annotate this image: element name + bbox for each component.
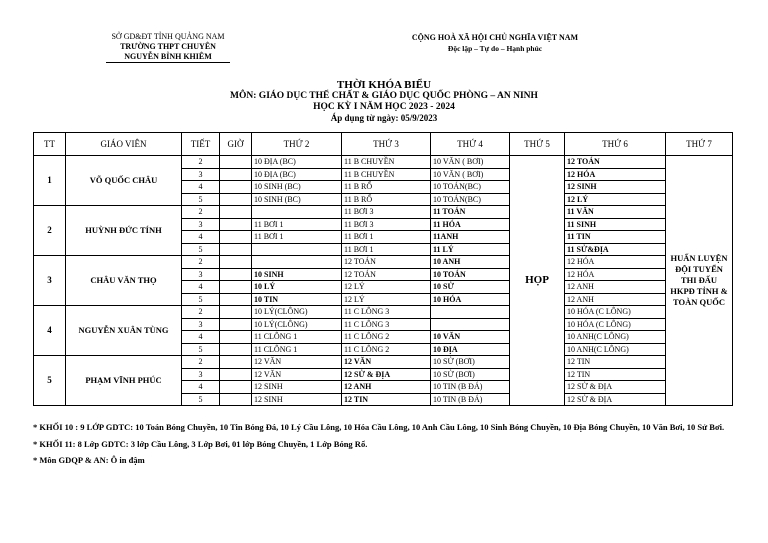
thu6-cell: 12 TIN	[565, 368, 666, 381]
thu4-cell: 10 VĂN	[431, 331, 510, 344]
thu2-cell: 11 BƠI 1	[252, 231, 342, 244]
period: 4	[182, 331, 220, 344]
thu3-cell: 12 SỬ & ĐỊA	[342, 368, 431, 381]
time	[220, 181, 252, 194]
thu2-cell	[252, 243, 342, 256]
thu4-cell: 10 SỬ (BƠI)	[431, 356, 510, 369]
header-tt: TT	[34, 133, 66, 156]
thu6-cell: 12 HÓA	[565, 268, 666, 281]
thu4-cell: 11 TOÁN	[431, 206, 510, 219]
thu6-cell: 12 SỬ & ĐỊA	[565, 393, 666, 406]
national-motto: Độc lập – Tự do – Hạnh phúc	[447, 44, 543, 53]
thu4-cell: 11ANH	[431, 231, 510, 244]
period: 5	[182, 243, 220, 256]
thu6-cell: 12 HÓA	[565, 256, 666, 269]
thu4-cell: 10 TIN (B ĐÁ)	[431, 393, 510, 406]
time	[220, 318, 252, 331]
header-thu5: THỨ 5	[510, 133, 565, 156]
thu6-cell: 12 TOÁN	[565, 156, 666, 169]
period: 3	[182, 168, 220, 181]
thu2-cell: 11 BƠI 1	[252, 218, 342, 231]
thu6-cell: 10 HÓA (C LÔNG)	[565, 306, 666, 319]
timetable	[33, 132, 733, 406]
header-row	[34, 133, 733, 156]
thu4-cell: 10 HÓA	[431, 293, 510, 306]
thu4-cell: 10 SỬ	[431, 281, 510, 294]
thu4-cell: 10 ANH	[431, 256, 510, 269]
teacher-name: VÕ QUỐC CHÂU	[66, 156, 182, 206]
period: 3	[182, 268, 220, 281]
footnotes	[33, 422, 745, 472]
thu4-cell: 10 ĐỊA	[431, 343, 510, 356]
thu6-cell: 12 ANH	[565, 281, 666, 294]
thu3-cell: 11 C LÔNG 2	[342, 343, 431, 356]
thu3-cell: 11 C LÔNG 2	[342, 331, 431, 344]
thu2-cell: 10 SINH (BC)	[252, 193, 342, 206]
term-title: HỌC KỲ I NĂM HỌC 2023 - 2024	[313, 102, 455, 112]
thu4-cell: 11 LÝ	[431, 243, 510, 256]
time	[220, 306, 252, 319]
teacher-name: NGUYỄN XUÂN TÙNG	[66, 306, 182, 356]
period: 4	[182, 181, 220, 194]
row-number: 5	[34, 356, 66, 406]
period: 5	[182, 343, 220, 356]
header-thu6: THỨ 6	[565, 133, 666, 156]
thu4-cell: 10 VĂN ( BƠI)	[431, 156, 510, 169]
period: 5	[182, 293, 220, 306]
thu3-cell: 11 B RỔ	[342, 181, 431, 194]
thu2-cell: 10 ĐỊA (BC)	[252, 156, 342, 169]
period: 2	[182, 356, 220, 369]
note-grade10: * KHỐI 10 : 9 LỚP GDTC: 10 Toán Bóng Chuyền, 10 Tin Bóng Đá, 10 Lý Cầu Lông, 10 Hóa Cầu Lông, 10 Anh Cầu Lông, 10 Sinh Bóng Chuyền, 10 Địa Bóng Chuyền, 10 Văn Bơi, 10 Sử Bơi.	[33, 422, 725, 432]
thu6-cell: 12 HÓA	[565, 168, 666, 181]
school-name-line2: NGUYỄN BỈNH KHIÊM	[106, 52, 230, 63]
school-header	[88, 32, 248, 63]
national-header	[392, 32, 598, 54]
table-row	[34, 156, 733, 169]
period: 3	[182, 218, 220, 231]
thu4-cell: 10 VĂN ( BƠI)	[431, 168, 510, 181]
thu4-cell: 10 TIN (B ĐÁ)	[431, 381, 510, 394]
thu3-cell: 11 BƠI 3	[342, 206, 431, 219]
thu4-cell: 10 SỬ (BƠI)	[431, 368, 510, 381]
thu3-cell: 12 TIN	[342, 393, 431, 406]
thu7-training: HUẤN LUYỆN ĐỘI TUYỂN THI ĐẤU HKPĐ TỈNH & TOÀN QUỐC	[666, 156, 733, 406]
thu4-cell: 10 TOÁN	[431, 268, 510, 281]
thu2-cell: 10 LÝ	[252, 281, 342, 294]
thu2-cell: 10 SINH	[252, 268, 342, 281]
table-row	[34, 206, 733, 219]
row-number: 4	[34, 306, 66, 356]
period: 3	[182, 368, 220, 381]
thu6-cell: 12 TIN	[565, 356, 666, 369]
thu3-cell: 11 BƠI 3	[342, 218, 431, 231]
time	[220, 231, 252, 244]
time	[220, 243, 252, 256]
subject-title: MÔN: GIÁO DỤC THỂ CHẤT & GIÁO DỤC QUỐC PHÒNG – AN NINH	[230, 91, 538, 101]
thu4-cell: 10 TOÁN(BC)	[431, 193, 510, 206]
time	[220, 281, 252, 294]
thu3-cell: 12 VĂN	[342, 356, 431, 369]
time	[220, 193, 252, 206]
thu3-cell: 12 TOÁN	[342, 256, 431, 269]
thu6-cell: 12 ANH	[565, 293, 666, 306]
time	[220, 356, 252, 369]
teacher-name: PHẠM VĨNH PHÚC	[66, 356, 182, 406]
teacher-name: HUỲNH ĐỨC TÍNH	[66, 206, 182, 256]
header-thu2: THỨ 2	[252, 133, 342, 156]
period: 4	[182, 381, 220, 394]
time	[220, 293, 252, 306]
note-gdqp: * Môn GDQP & AN: Ô in đậm	[33, 455, 145, 465]
thu3-cell: 12 LÝ	[342, 281, 431, 294]
thu6-cell: 11 SINH	[565, 218, 666, 231]
thu3-cell: 11 BƠI 1	[342, 243, 431, 256]
time	[220, 331, 252, 344]
time	[220, 381, 252, 394]
thu2-cell: 10 LÝ(CLÔNG)	[252, 318, 342, 331]
thu2-cell: 12 SINH	[252, 393, 342, 406]
period: 2	[182, 206, 220, 219]
thu2-cell: 11 CLÔNG 1	[252, 343, 342, 356]
thu6-cell: 11 TIN	[565, 231, 666, 244]
thu4-cell	[431, 318, 510, 331]
thu6-cell: 10 HÓA (C LÔNG)	[565, 318, 666, 331]
thu4-cell: 11 HÓA	[431, 218, 510, 231]
thu6-cell: 12 SỬ & ĐỊA	[565, 381, 666, 394]
time	[220, 343, 252, 356]
thu5-meeting: HỌP	[510, 156, 565, 406]
thu3-cell: 11 B RỔ	[342, 193, 431, 206]
header-gio: GIỜ	[220, 133, 252, 156]
time	[220, 368, 252, 381]
period: 2	[182, 256, 220, 269]
thu2-cell: 10 ĐỊA (BC)	[252, 168, 342, 181]
row-number: 2	[34, 206, 66, 256]
thu2-cell	[252, 256, 342, 269]
thu2-cell	[252, 206, 342, 219]
header-teacher: GIÁO VIÊN	[66, 133, 182, 156]
note-grade11: * KHỐI 11: 8 Lớp GDTC: 3 lớp Cầu Lông, 3 Lớp Bơi, 01 lớp Bóng Chuyền, 1 Lớp Bóng Rổ.	[33, 438, 368, 449]
thu2-cell: 10 TIN	[252, 293, 342, 306]
page-title: THỜI KHÓA BIỂU	[336, 79, 432, 91]
thu6-cell: 11 SỬ&ĐỊA	[565, 243, 666, 256]
time	[220, 156, 252, 169]
table-row	[34, 306, 733, 319]
teacher-name: CHÂU VĂN THỌ	[66, 256, 182, 306]
thu6-cell: 11 VĂN	[565, 206, 666, 219]
thu3-cell: 11 B CHUYỀN	[342, 156, 431, 169]
thu2-cell: 12 VĂN	[252, 356, 342, 369]
time	[220, 268, 252, 281]
header-thu3: THỨ 3	[342, 133, 431, 156]
thu6-cell: 10 ANH(C LÔNG)	[565, 343, 666, 356]
thu3-cell: 11 C LÔNG 3	[342, 318, 431, 331]
time	[220, 393, 252, 406]
time	[220, 256, 252, 269]
thu6-cell: 10 ANH(C LÔNG)	[565, 331, 666, 344]
thu3-cell: 12 LÝ	[342, 293, 431, 306]
period: 4	[182, 281, 220, 294]
thu2-cell: 12 SINH	[252, 381, 342, 394]
time	[220, 206, 252, 219]
time	[220, 218, 252, 231]
period: 5	[182, 193, 220, 206]
header-thu7: THỨ 7	[666, 133, 733, 156]
school-name-line1: TRƯỜNG THPT CHUYÊN	[120, 42, 216, 51]
period: 2	[182, 306, 220, 319]
document-titles	[0, 80, 768, 124]
row-number: 3	[34, 256, 66, 306]
thu4-cell: 10 TOÁN(BC)	[431, 181, 510, 194]
header-tiet: TIẾT	[182, 133, 220, 156]
table-row	[34, 356, 733, 369]
thu3-cell: 11 B CHUYỀN	[342, 168, 431, 181]
time	[220, 168, 252, 181]
thu6-cell: 12 LÝ	[565, 193, 666, 206]
thu3-cell: 11 C LÔNG 3	[342, 306, 431, 319]
period: 5	[182, 393, 220, 406]
thu4-cell	[431, 306, 510, 319]
thu3-cell: 12 ANH	[342, 381, 431, 394]
period: 3	[182, 318, 220, 331]
thu2-cell: 12 VĂN	[252, 368, 342, 381]
applied-date: Áp dụng từ ngày: 05/9/2023	[330, 113, 438, 123]
period: 2	[182, 156, 220, 169]
thu2-cell: 10 LÝ(CLÔNG)	[252, 306, 342, 319]
thu2-cell: 10 SINH (BC)	[252, 181, 342, 194]
thu2-cell: 11 CLÔNG 1	[252, 331, 342, 344]
thu3-cell: 12 TOÁN	[342, 268, 431, 281]
period: 4	[182, 231, 220, 244]
row-number: 1	[34, 156, 66, 206]
table-row	[34, 256, 733, 269]
national-title: CỘNG HOÀ XÃ HỘI CHỦ NGHĨA VIỆT NAM	[411, 33, 579, 42]
thu6-cell: 12 SINH	[565, 181, 666, 194]
thu3-cell: 11 BƠI 1	[342, 231, 431, 244]
header-thu4: THỨ 4	[431, 133, 510, 156]
department-name: SỞ GD&ĐT TỈNH QUẢNG NAM	[111, 32, 225, 41]
